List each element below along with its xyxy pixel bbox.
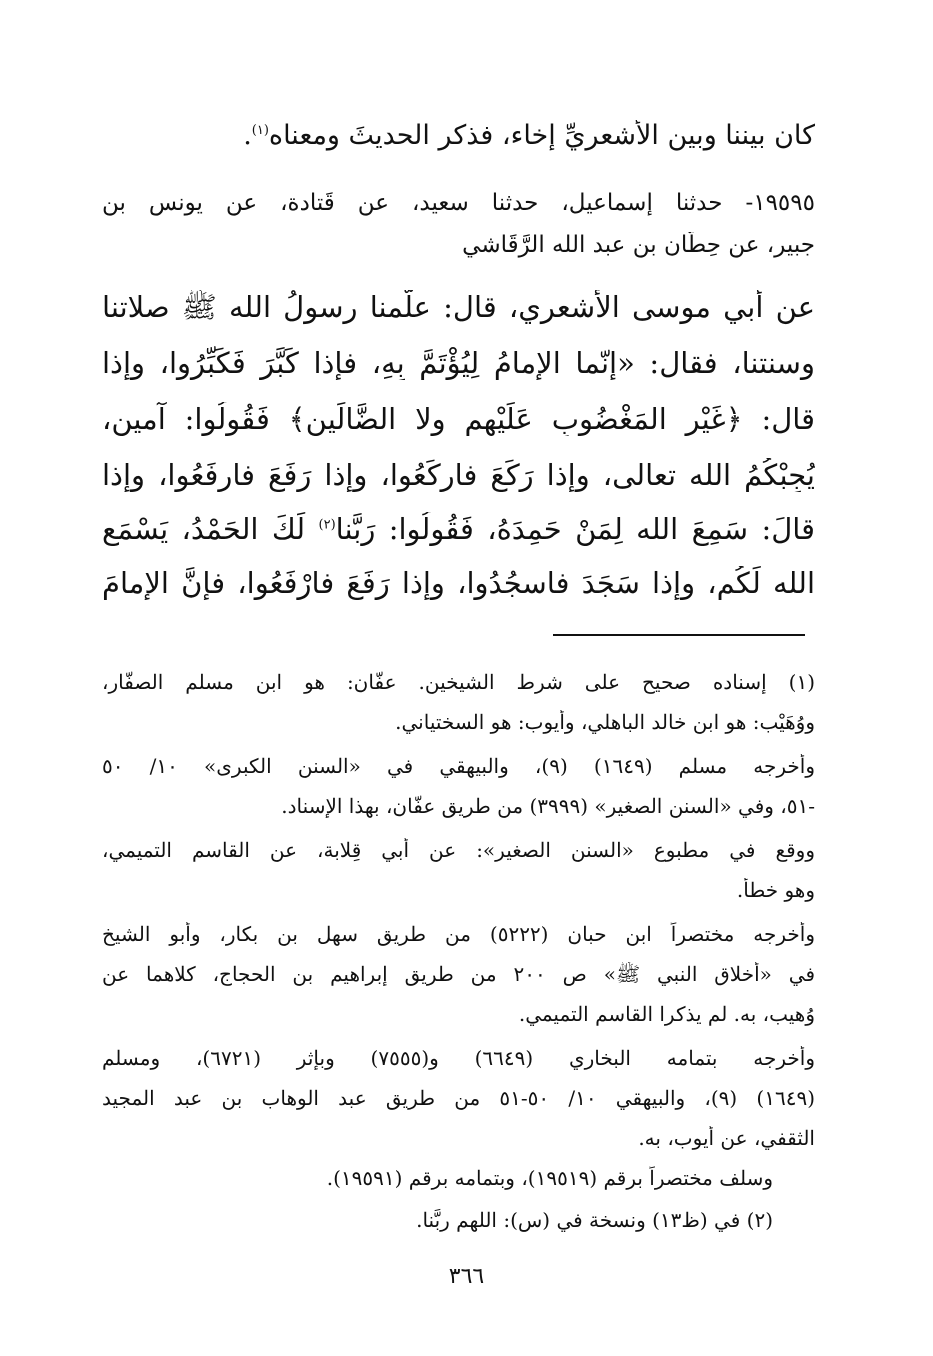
hadith-matn-line-1: عن أبي موسى الأشعري، قال: علّمنا رسولُ الله ﷺ صلاتنا — [102, 290, 815, 324]
hadith-matn-line-2: وسنتنا، فقال: «إنّما الإمامُ لِيُؤْتَمَّ بِهِ، فإذا كَبَّرَ فَكَبِّرُوا، وإذا — [102, 346, 815, 380]
footnote-marker-1: (١) — [251, 123, 269, 138]
hadith-isnad-line-1: ١٩٥٩٥- حدثنا إسماعيل، حدثنا سعيد، عن قَتادة، عن يونس بن — [102, 190, 815, 216]
intro-end: . — [243, 120, 252, 151]
footnote-line: (١٦٤٩) (٩)، والبيهقي ١٠/ ٥٠-٥١ من طريق عبد الوهاب بن عبد المجيد — [102, 1086, 815, 1110]
intro-text: كان بيننا وبين الأشعريِّ إخاء، فذكر الحديثَ ومعناه — [268, 120, 815, 151]
matn-line-5-part-b: لَكَ الحَمْدُ، يَسْمَعِ — [102, 512, 319, 546]
footnote-line: وأخرجه مختصراً ابن حبان (٥٢٢٢) من طريق سهل بن بكار، وأبو الشيخ — [102, 922, 815, 946]
footnote-line: ووقع في مطبوع «السنن الصغير»: عن أبي قِلابة، عن القاسم التميمي، — [102, 838, 815, 862]
hadith-matn-line-3: قال: ﴿غَيْرِ المَغْضُوبِ عَلَيْهِم ولا الضَّالِّين﴾ فَقُولُوا: آمين، — [102, 402, 815, 436]
footnote-line: وهو خطأ. — [736, 878, 815, 902]
footnote-marker-2: (٢) — [318, 517, 336, 533]
hadith-matn-line-4: يُجِبْكُمُ الله تعالى، وإذا رَكَعَ فاركَعُوا، وإذا رَفَعَ فارفَعُوا، وإذا — [102, 458, 815, 492]
footnote-line: في «أخلاق النبي ﷺ» ص ٢٠٠ من طريق إبراهيم بن الحجاج، كلاهما عن — [102, 962, 815, 986]
footnote-line: (١) إسناده صحيح على شرط الشيخين. عفّان: هو ابن مسلم الصفّار، — [102, 670, 815, 694]
footnote-separator — [553, 634, 805, 636]
intro-line — [102, 120, 815, 151]
footnote-line: (٢) في (ظ١٣) ونسخة في (س): اللهم ربَّنا. — [416, 1208, 773, 1232]
matn-line-5-part-a: قالَ: سَمِعَ الله لِمَنْ حَمِدَهُ، فَقُولُوا: رَبَّنا — [335, 512, 815, 546]
hadith-matn-line-5 — [102, 512, 815, 546]
footnote-line: وسلف مختصراً برقم (١٩٥١٩)، وبتمامه برقم (١٩٥٩١). — [326, 1166, 773, 1190]
page-number: ٣٦٦ — [448, 1264, 485, 1289]
footnote-line: وُهيب، به. لم يذكرا القاسم التميمي. — [518, 1002, 815, 1026]
hadith-matn-line-6: الله لَكُم، وإذا سَجَدَ فاسجُدُوا، وإذا رَفَعَ فارْفَعُوا، فإِنَّ الإمامَ — [102, 566, 815, 600]
footnote-line: ووُهَيْب: هو ابن خالد الباهلي، وأيوب: هو السختياني. — [395, 710, 815, 734]
footnote-line: الثقفي، عن أيوب، به. — [638, 1126, 815, 1150]
hadith-isnad-line-2: جبير، عن حِطّان بن عبد الله الرَّقَاشي — [462, 232, 815, 258]
footnote-line: وأخرجه بتمامه البخاري (٦٦٤٩) و(٧٥٥٥) وبإثر (٦٧٢١)، ومسلم — [102, 1046, 815, 1070]
footnote-line: وأخرجه مسلم (١٦٤٩) (٩)، والبيهقي في «السنن الكبرى» ١٠/ ٥٠ — [102, 754, 815, 778]
footnote-line: -٥١، وفي «السنن الصغير» (٣٩٩٩) من طريق عفّان، بهذا الإسناد. — [281, 794, 815, 818]
